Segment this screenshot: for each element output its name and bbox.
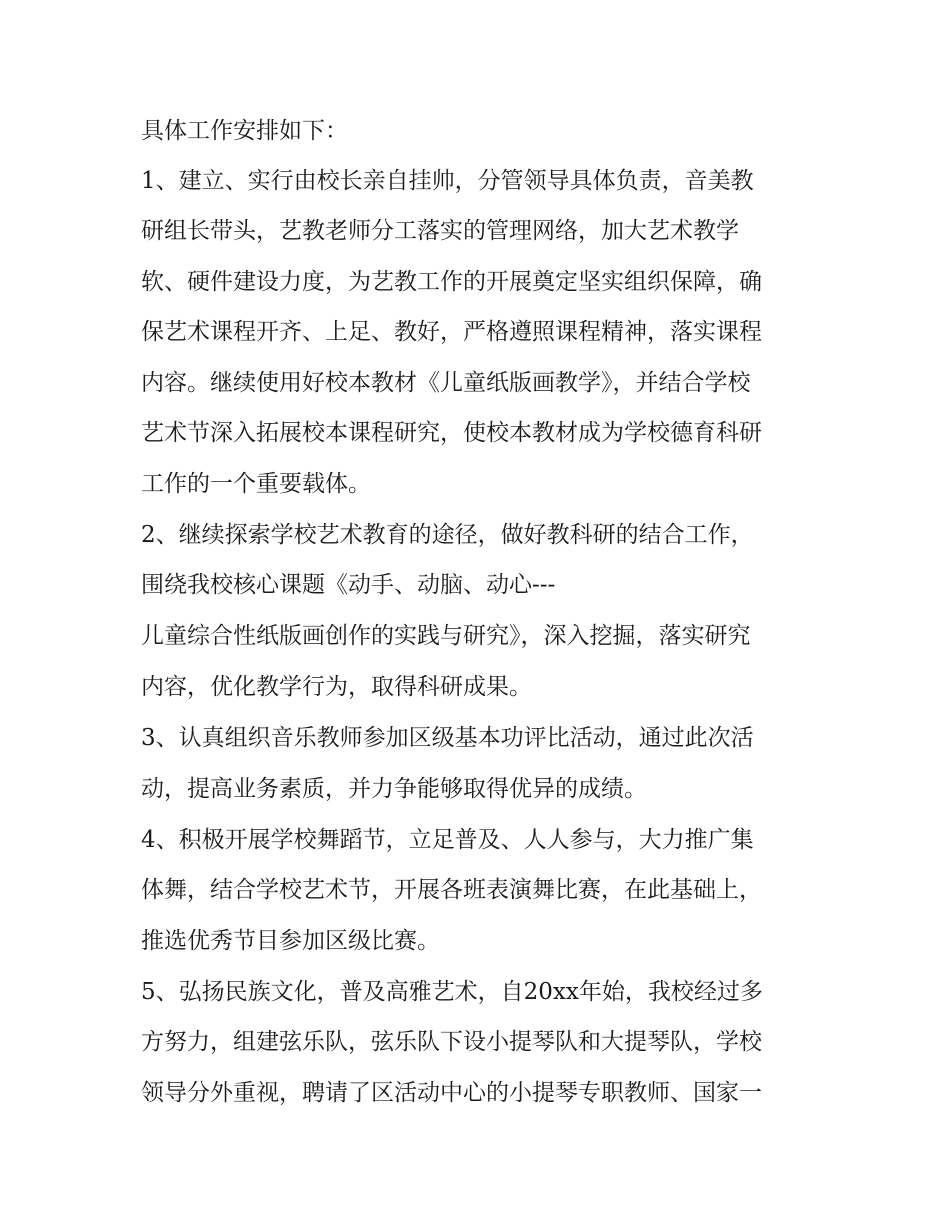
text-line: 推选优秀节目参加区级比赛。	[141, 928, 440, 954]
text-line: 领导分外重视，聘请了区活动中心的小提琴专职教师、国家一	[141, 1080, 762, 1106]
text-line: 动，提高业务素质，并力争能够取得优异的成绩。	[141, 776, 647, 802]
text-line: 方努力，组建弦乐队，弦乐队下设小提琴队和大提琴队，学校	[141, 1029, 762, 1055]
text-line: 围绕我校核心课题《动手、动脑、动心---	[141, 572, 556, 598]
text-line: 保艺术课程开齐、上足、教好，严格遵照课程精神，落实课程	[141, 319, 762, 345]
text-line: 内容，优化教学行为，取得科研成果。	[141, 674, 532, 700]
text-line: 3、认真组织音乐教师参加区级基本功评比活动，通过此次活	[141, 725, 754, 751]
text-line: 内容。继续使用好校本教材《儿童纸版画教学》，并结合学校	[141, 370, 751, 396]
text-line: 体舞，结合学校艺术节，开展各班表演舞比赛，在此基础上，	[141, 877, 762, 903]
text-line: 儿童综合性纸版画创作的实践与研究》，深入挖掘，落实研究	[141, 623, 751, 649]
text-line: 5、弘扬民族文化，普及高雅艺术，自20xx年始，我校经过多	[141, 979, 763, 1005]
text-line: 2、继续探索学校艺术教育的途径，做好教科研的结合工作，	[141, 522, 754, 548]
text-line: 艺术节深入拓展校本课程研究，使校本教材成为学校德育科研	[141, 420, 762, 446]
text-line: 1、建立、实行由校长亲自挂帅，分管领导具体负责，音美教	[141, 168, 754, 194]
text-line: 研组长带头，艺教老师分工落实的管理网络，加大艺术教学	[141, 218, 739, 244]
text-line: 4、积极开展学校舞蹈节，立足普及、人人参与，大力推广集	[141, 827, 754, 853]
text-line: 工作的一个重要载体。	[141, 471, 371, 497]
text-line: 具体工作安排如下：	[141, 118, 348, 144]
text-line: 软、硬件建设力度，为艺教工作的开展奠定坚实组织保障，确	[141, 269, 762, 295]
